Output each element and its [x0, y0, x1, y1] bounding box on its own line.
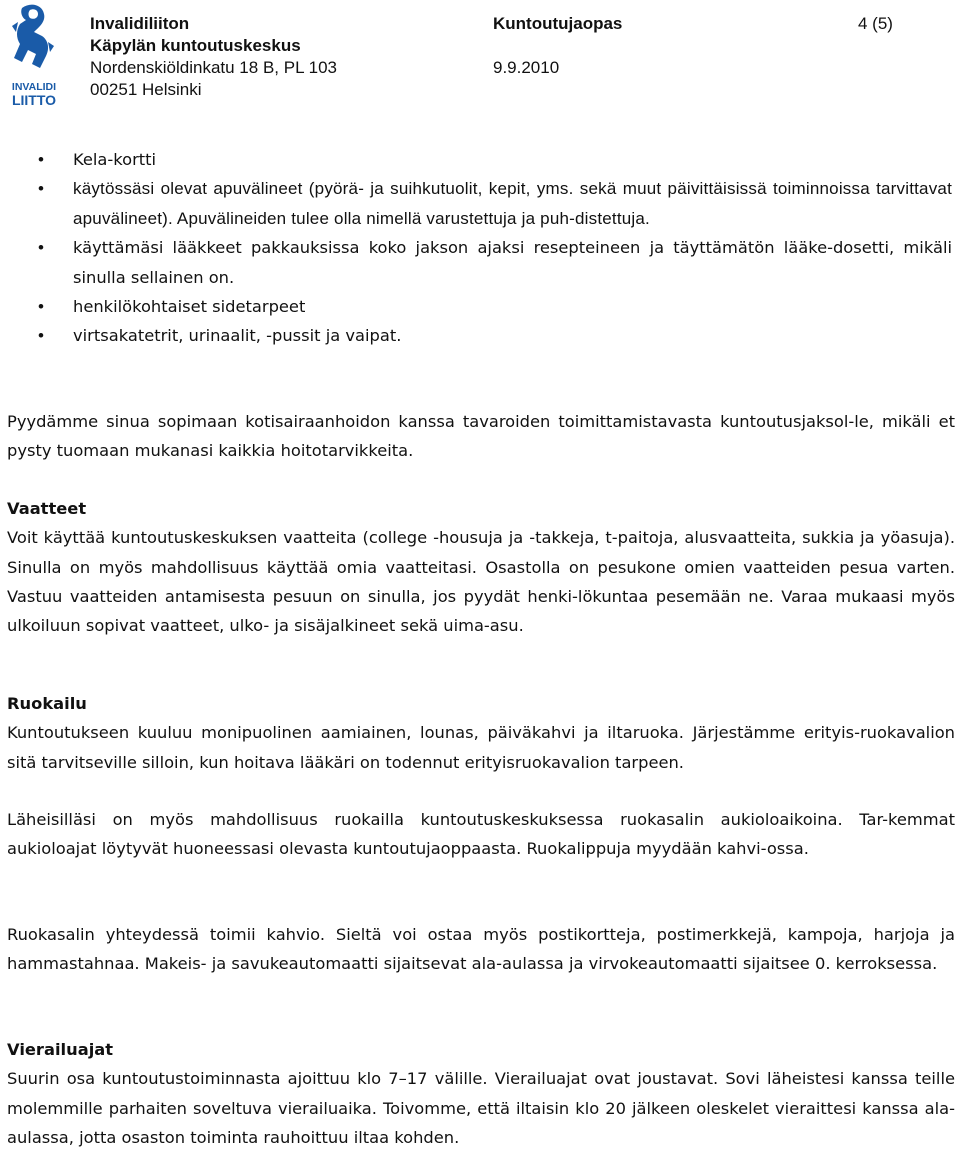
- supplies-paragraph: [7, 407, 955, 466]
- paragraph: Voit käyttää kuntoutuskeskuksen vaatteita (college -housuja ja -takkeja, t-paitoja, alusvaatteita, sukkia ja yöasuja). Sinulla on myös mahdollisuus käyttää omia vaatteitasi. Osastolla on pesukone omien vaatteiden pesua varten. Vastuu vaatteiden antamisesta pesuun on sinulla, jos pyydät henki-lökuntaa pesemään ne. Varaa mukaasi myös ulkoiluun sopivat vaatteet, ulko- ja sisäjalkineet sekä uima-asu.: [7, 528, 955, 636]
- paragraph: Suurin osa kuntoutustoiminnasta ajoittuu klo 7–17 välille. Vierailuajat ovat joustavat. Sovi läheistesi kanssa teille molemmille parhaiten soveltuva vierailuaika. Toivomme, että iltaisin klo 20 jälkeen oleskelet vieraittesi kanssa ala-aulassa, jotta osaston toiminta rauhoittuu iltaa kohden.: [7, 1069, 955, 1147]
- org-name: Invalidiliiton: [90, 14, 190, 33]
- paragraph: Ruokasalin yhteydessä toimii kahvio. Sieltä voi ostaa myös postikortteja, postimerkkejä, kampoja, harjoja ja hammastahnaa. Makeis- ja savukeautomaatti sijaitsevat ala-aulassa ja virvokeautomaatti sijaitsee 0. kerroksessa.: [7, 925, 955, 974]
- list-item: • käytössäsi olevat apuvälineet (pyörä- ja suihkutuolit, kepit, yms. sekä muut päivittäisissä toiminnoissa tarvittavat apuvälineet). Apuvälineiden tulee olla nimellä varustettuja ja puh-distettuja.: [0, 174, 960, 233]
- invalidiliitto-logo: [8, 2, 60, 110]
- logo-text-bottom: LIITTO: [11, 92, 57, 108]
- list-item: • virtsakatetrit, urinaalit, -pussit ja vaipat.: [0, 321, 960, 350]
- section-heading: Vierailuajat: [7, 1040, 114, 1059]
- paragraph: Läheisilläsi on myös mahdollisuus ruokailla kuntoutuskeskuksessa ruokasalin aukioloaikoina. Tar-kemmat aukioloajat löytyvät huoneessasi olevasta kuntoutujaoppaasta. Ruokalippuja myydään kahvi-ossa.: [7, 810, 955, 859]
- list-item: • Kela-kortti: [0, 145, 960, 174]
- bring-items-list: [0, 145, 960, 351]
- center-name: Käpylän kuntoutuskeskus: [90, 36, 301, 55]
- blank-line: [493, 35, 622, 57]
- logo-text-top: INVALIDI: [11, 81, 57, 93]
- section-heading: Vaatteet: [7, 499, 87, 518]
- section-vaatteet: [7, 494, 955, 640]
- doc-title: Kuntoutujaopas: [493, 14, 623, 33]
- section-ruokailu: [7, 689, 955, 777]
- paragraph: Kuntoutukseen kuuluu monipuolinen aamiainen, lounas, päiväkahvi ja iltaruoka. Järjestämme erityis-ruokavalion sitä tarvitseville silloin, kun hoitava lääkäri on todennut erityisruokavalion tarpeen.: [7, 723, 955, 772]
- postal-address: 00251 Helsinki: [90, 80, 202, 99]
- header-doc-block: [493, 13, 622, 79]
- doc-date: 9.9.2010: [493, 58, 560, 77]
- header-page-block: [858, 13, 893, 35]
- cafe-paragraph: [7, 920, 955, 979]
- page-number: 4 (5): [858, 14, 893, 33]
- relatives-dining-paragraph: [7, 805, 955, 864]
- list-item: • käyttämäsi lääkkeet pakkauksissa koko jakson ajaksi resepteineen ja täyttämätön lääke-dosetti, mikäli sinulla sellainen on.: [0, 233, 960, 292]
- section-heading: Ruokailu: [7, 694, 87, 713]
- section-vierailuajat: [7, 1035, 955, 1152]
- header-org-block: [90, 13, 337, 101]
- paragraph: Pyydämme sinua sopimaan kotisairaanhoidon kanssa tavaroiden toimittamistavasta kuntoutusjaksol-le, mikäli et pysty tuomaan mukanasi kaikkia hoitotarvikkeita.: [7, 412, 955, 461]
- list-item: • henkilökohtaiset sidetarpeet: [0, 292, 960, 321]
- address: Nordenskiöldinkatu 18 B, PL 103: [90, 58, 337, 77]
